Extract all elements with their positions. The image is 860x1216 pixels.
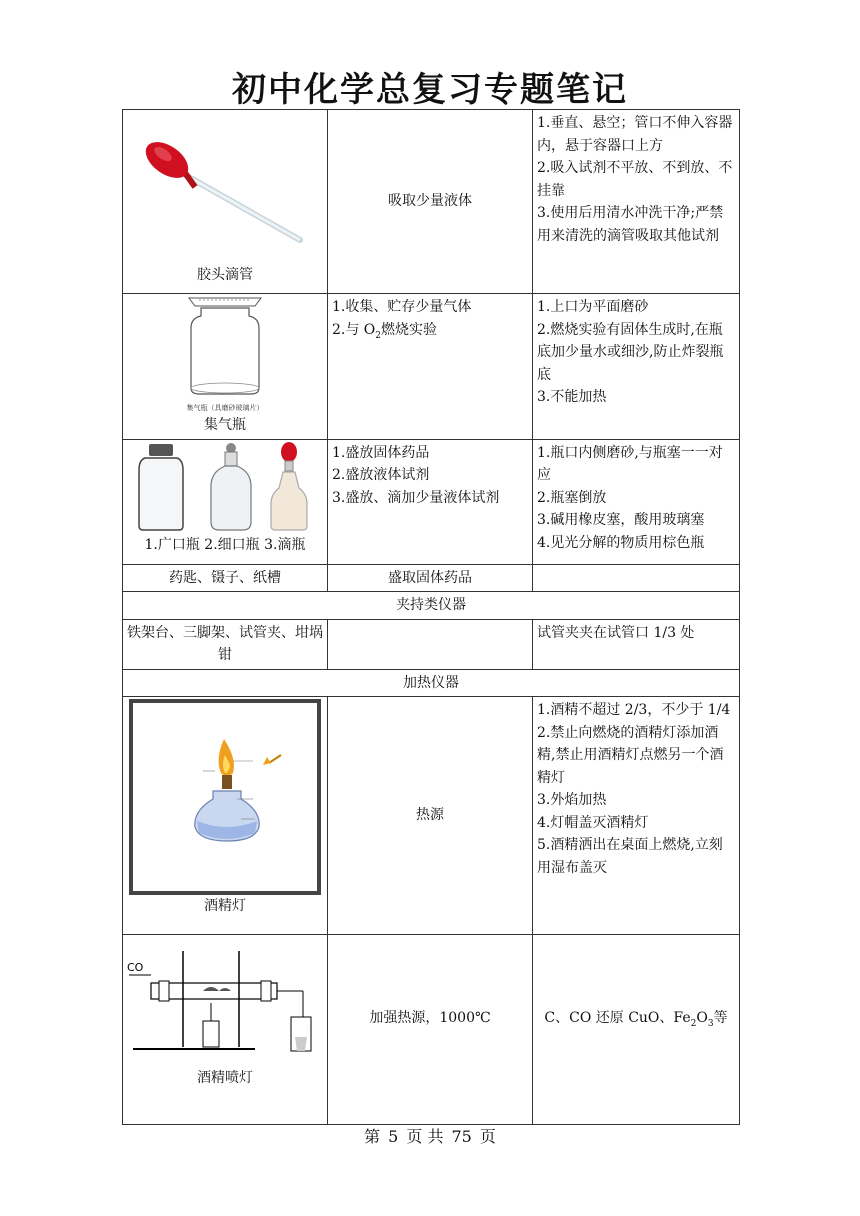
instrument-table	[122, 109, 740, 1125]
instrument-cell	[123, 294, 328, 440]
note-line: 4.灯帽盖灭酒精灯	[537, 814, 649, 831]
image-caption: 集气瓶（具磨砂玻璃片）	[186, 404, 264, 412]
instrument-cell	[123, 439, 328, 564]
note-line: 2.燃烧实验有固体生成时,在瓶底加少量水或细沙,防止炸裂瓶底	[537, 321, 724, 383]
table-row	[123, 439, 740, 564]
table-row	[123, 619, 740, 669]
use-cell: 加强热源，1000℃	[328, 935, 533, 1125]
use-line: 2.盛放液体试剂	[332, 467, 430, 483]
page-title: 初中化学总复习专题笔记	[232, 70, 628, 110]
use-cell: 盛取固体药品	[328, 564, 533, 592]
note-line: 4.见光分解的物质用棕色瓶	[537, 534, 705, 551]
section-row	[123, 669, 740, 697]
note-line: 2.禁止向燃烧的酒精灯添加酒精,禁止用酒精灯点燃另一个酒精灯	[537, 724, 724, 786]
use-line: 1.盛放固体药品	[332, 444, 430, 461]
instrument-name: 1.广口瓶 2.细口瓶 3.滴瓶	[144, 536, 306, 553]
notes-cell	[533, 439, 740, 564]
note-line: 3.不能加热	[537, 389, 607, 405]
use-line: 3.盛放、滴加少量液体试剂	[332, 489, 500, 506]
notes-cell: 试管夹夹在试管口 1/3 处	[533, 619, 740, 669]
instrument-name: 铁架台、三脚架、试管夹、坩埚钳	[123, 619, 328, 669]
alcohol-lamp-image	[129, 699, 321, 895]
total-pages: 75	[451, 1127, 472, 1146]
section-title: 加热仪器	[123, 669, 740, 697]
dropper-image	[135, 112, 315, 264]
notes-cell	[533, 294, 740, 440]
notes-cell	[533, 564, 740, 592]
note-line: 1.上口为平面磨砂	[537, 299, 649, 315]
instrument-cell	[123, 935, 328, 1125]
note-line: 3.使用后用清水冲洗干净;严禁用来清洗的滴管吸取其他试剂	[537, 205, 724, 244]
instrument-cell	[123, 697, 328, 935]
gas-bottle-image	[175, 296, 275, 414]
table-row	[123, 110, 740, 294]
table-row	[123, 935, 740, 1125]
use-cell	[328, 439, 533, 564]
instrument-name: 药匙、镊子、纸槽	[123, 564, 328, 592]
blowlamp-apparatus-image	[127, 937, 323, 1067]
instrument-name: 集气瓶	[204, 417, 246, 433]
section-row	[123, 592, 740, 620]
note-line: 1.瓶口内侧磨砂,与瓶塞一一对应	[537, 444, 723, 483]
use-cell	[328, 619, 533, 669]
notes-cell: C、CO 还原 CuO、$Fe_2O_3$等	[533, 935, 740, 1125]
notes-cell	[533, 697, 740, 935]
co-label: CO	[127, 961, 144, 974]
use-line: 1.收集、贮存少量气体	[332, 299, 472, 315]
table-row	[123, 697, 740, 935]
table-row	[123, 294, 740, 440]
note-line: 2.吸入试剂不平放、不到放、不挂靠	[537, 160, 733, 199]
use-line: 2.与 $O_2$燃烧实验	[332, 321, 438, 341]
note-line: 1.酒精不超过 2/3，不少于 1/4	[537, 702, 731, 718]
page-number: 5	[388, 1127, 399, 1146]
use-cell	[328, 294, 533, 440]
note-line: 3.外焰加热	[537, 792, 607, 808]
instrument-name: 酒精灯	[204, 898, 246, 914]
instrument-name: 酒精喷灯	[197, 1070, 253, 1086]
note-line: 5.酒精洒出在桌面上燃烧,立刻用湿布盖灭	[537, 837, 723, 876]
note-line: 2.瓶塞倒放	[537, 489, 607, 506]
page-footer: 第 5 页 共 75 页	[364, 1127, 496, 1146]
use-cell: 热源	[328, 697, 533, 935]
table-row	[123, 564, 740, 592]
instrument-name: 胶头滴管	[197, 267, 253, 283]
note-line: 3.碱用橡皮塞，酸用玻璃塞	[537, 512, 705, 528]
reagent-bottles-image	[127, 442, 323, 534]
use-cell: 吸取少量液体	[328, 110, 533, 294]
instrument-cell	[123, 110, 328, 294]
note-line: 1.垂直、悬空；管口不伸入容器内，悬于容器口上方	[537, 115, 733, 154]
notes-cell	[533, 110, 740, 294]
section-title: 夹持类仪器	[123, 592, 740, 620]
